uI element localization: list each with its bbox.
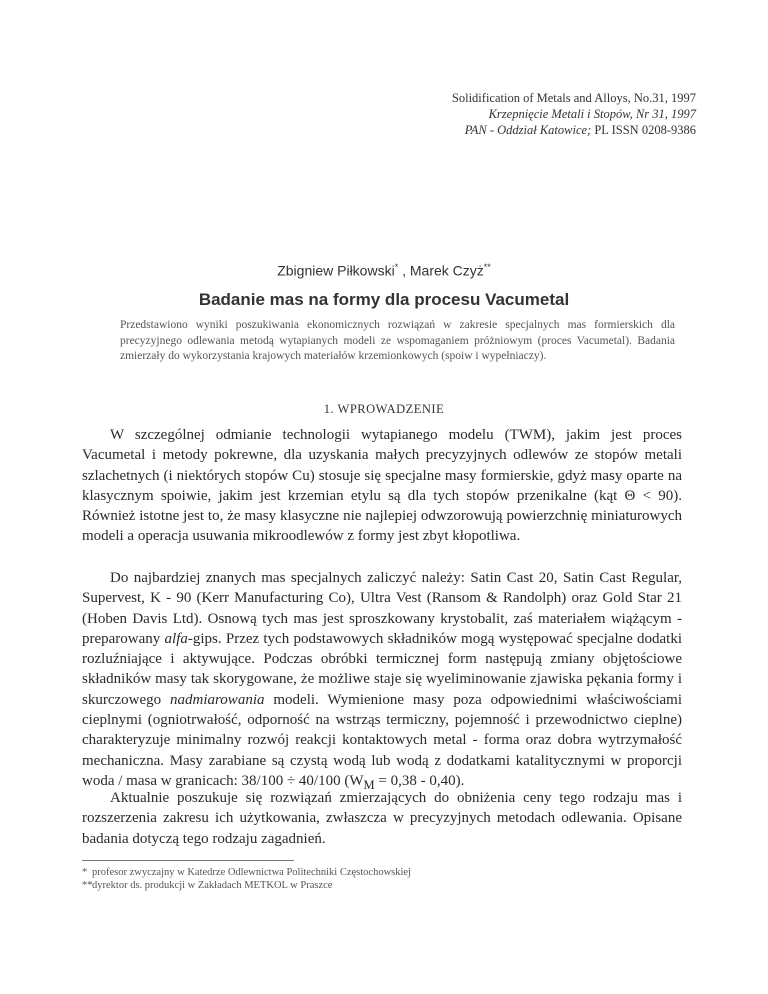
footnote-1-mark: * (82, 867, 88, 878)
paragraph-2 (82, 568, 682, 795)
author-2: Marek Czyż (409, 262, 484, 279)
paragraph-2-part-2: -gips. Przez tych podstawowych składników mogą występować specjalne dodatki rozluźniające i aktywujące. Podczas obróbki termicznej form następują zmiany objętościowe składników masy tak skorygowane, że możliwe staje się wyeliminowanie zjawiska pękania formy i skurczowego (82, 630, 682, 708)
footnote-rule (82, 860, 294, 861)
paragraph-2-italic-alfa: alfa (164, 630, 188, 647)
abstract: Przedstawiono wyniki poszukiwania ekonomicznych rozwiązań w zakresie specjalnych mas formierskich dla precyzyjnego odlewania metodą wytapianych modeli ze wspomaganiem próżniowym (proces Vacumetal). Badania zmierzały do wykorzystania krajowych materiałów krzemionkowych (spoiw i wypełniaczy). (120, 319, 675, 362)
footnotes (82, 866, 411, 892)
journal-line-issn (452, 122, 696, 138)
paragraph-2-italic-term: nadmiarowania (170, 691, 265, 708)
author-1-footnote-mark: * (394, 262, 399, 272)
footnote-1-text: profesor zwyczajny w Katedrze Odlewnictwa Politechniki Częstochowskiej (92, 867, 411, 878)
author-separator: , (398, 262, 410, 279)
section-heading: 1. WPROWADZENIE (323, 402, 445, 416)
journal-line-polish: Krzepnięcie Metali i Stopów, Nr 31, 1997 (488, 107, 696, 121)
paragraph-3-text: Aktualnie poszukuje się rozwiązań zmierzających do obniżenia ceny tego rodzaju mas i rozszerzenia zakresu ich użytkowania, zwłaszcza w precyzyjnych metodach odlewania. Opisane badania dotyczą tego rodzaju zagadnień. (82, 790, 682, 847)
paragraph-2-part-1: Do najbardziej znanych mas specjalnych zaliczyć należy: Satin Cast 20, Satin Cast Regular, Supervest, K - 90 (Kerr Manufacturing Co), Ultra Vest (Ransom & Randolph) oraz Gold Star 21 (Hoben Davis Ltd). Osnową tych mas jest sproszkowany krystobalit, zaś materiałem wiążącym - preparowany (82, 570, 682, 647)
paragraph-1 (82, 425, 682, 547)
paragraph-3 (82, 788, 682, 849)
publisher-name: PAN - Oddział Katowice; (464, 123, 592, 137)
paragraph-2-subscript: M (363, 777, 375, 792)
footnote-2-mark: ** (82, 880, 93, 891)
footnote-1 (82, 866, 411, 879)
author-1: Zbigniew Piłkowski (277, 262, 395, 279)
footnote-2-text: dyrektor ds. produkcji w Zakładach METKOL w Praszce (92, 880, 333, 891)
journal-header (452, 90, 696, 138)
paragraph-2-part-3: modeli. Wymienione masy poza odpowiednimi właściwościami cieplnymi (ogniotrwałość, odporność na wstrząs termiczny, pojemność i przewodnictwo cieplne) charakteryzuje minimalny rozwój reakcji kontaktowych metal - forma oraz dobra wytrzymałość mechaniczna. Masy zarabiane są czystą wodą lub wodą z dodatkami katalitycznymi w proporcji woda / masa w granicach: 38/100 ÷ 40/100 (W (82, 691, 682, 789)
footnote-2 (82, 879, 411, 892)
authors-line (0, 262, 768, 279)
author-2-footnote-mark: ** (483, 262, 491, 272)
paragraph-2-text (82, 568, 682, 795)
paragraph-2-part-4: = 0,38 - 0,40). (374, 772, 465, 789)
issn: PL ISSN 0208-9386 (591, 123, 696, 137)
paragraph-1-text: W szczególnej odmianie technologii wytapianego modelu (TWM), jakim jest proces Vacumetal i metody pokrewne, dla uzyskania małych precyzyjnych odlewów ze stopów metali szlachetnych (i niektórych stopów Cu) stosuje się specjalne masy formierskie, gdyż masy oparte na klasycznym spoiwie, jakim jest krzemian etylu są dla tych stopów przenikalne (kąt Θ < 90). Również istotne jest to, że masy klasyczne nie najlepiej odwzorowują powierzchnię miniaturowych modeli a operacja usuwania mikroodlewów z formy jest zbyt kłopotliwa. (82, 427, 682, 545)
paper-title: Badanie mas na formy dla procesu Vacumetal (198, 290, 570, 309)
journal-line-english: Solidification of Metals and Alloys, No.31, 1997 (451, 91, 696, 105)
